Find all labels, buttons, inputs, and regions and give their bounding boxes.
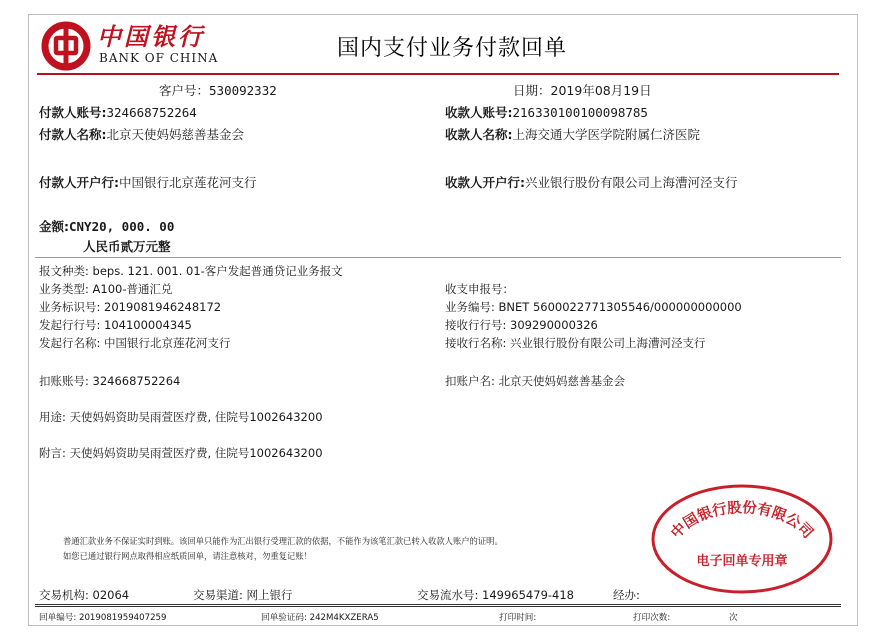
payee-bank-value: 兴业银行股份有限公司上海漕河泾支行 [525,175,738,190]
origin-bank-name: 发起行名称: 中国银行北京莲花河支行 [39,336,231,350]
receipt-report-number: 收支申报号： [445,282,514,296]
print-count-unit: 次 [729,613,738,623]
customer-number [159,81,277,99]
date-value: 2019年08月19日 [550,83,652,98]
print-count: 打印次数: [633,613,671,623]
payee-bank [445,173,738,191]
payee-account-label: 收款人账号: [445,105,513,120]
svg-text:中国银行股份有限公司 [668,498,818,542]
verification-code: 回单验证码: 242M4KXZERA5 [261,613,379,623]
footer-divider-bottom [35,606,841,607]
postscript: 附言: 天使妈妈资助吴雨萱医疗费, 住院号1002643200 [39,446,323,460]
stamp-org-text: 中国银行股份有限公司 [668,500,816,542]
purpose: 用途: 天使妈妈资助吴雨萱医疗费, 住院号1002643200 [39,410,323,424]
payee-name-value: 上海交通大学医学院附属仁济医院 [512,127,701,142]
print-time: 打印时间: [499,613,537,623]
electronic-receipt-seal [649,483,835,599]
origin-bank-number: 发起行行号: 104100004345 [39,318,192,332]
notice-line-1: 普通汇款业务不保证实时到账。该回单只能作为汇出银行受理汇款的依据，不能作为该笔汇款已转入收款人账户的证明。 [63,536,503,546]
transaction-serial: 交易流水号: 149965479-418 [417,588,574,602]
bank-name-cn: 中国银行 [97,22,205,51]
amount-value: CNY20, 000. 00 [69,219,175,234]
handler: 经办: [613,588,640,602]
payee-account [445,103,648,121]
bank-name-en: BANK OF CHINA [99,51,219,65]
payer-bank [39,173,257,191]
receipt-number: 回单编号: 2019081959407259 [39,613,167,623]
payer-name-value: 北京天使妈妈慈善基金会 [106,127,245,142]
amount-label: 金额: [39,219,69,234]
amount [39,217,174,235]
stamp-purpose-text: 电子回单专用章 [696,554,788,569]
payer-bank-value: 中国银行北京莲花河支行 [119,175,257,190]
receiving-bank-number: 接收行行号: 309290000326 [445,318,598,332]
transaction-channel: 交易渠道: 网上银行 [193,588,293,602]
customer-number-value: 530092332 [209,83,277,98]
payee-name-label: 收款人名称: [445,127,513,142]
bank-of-china-logo-icon [41,21,91,75]
detail-divider [35,257,841,258]
business-id: 业务标识号: 2019081946248172 [39,300,222,314]
payee-name [445,125,700,143]
receipt-date [513,81,652,99]
payer-account-label: 付款人账号: [39,105,107,120]
header-divider [37,73,839,75]
payer-bank-label: 付款人开户行: [39,175,119,190]
payer-account-value: 324668752264 [106,105,197,120]
payer-account [39,103,197,121]
payer-name [39,125,244,143]
message-type: 报文种类: beps. 121. 001. 01-客户发起普通贷记业务报文 [39,264,343,278]
amount-in-words: 人民币贰万元整 [83,239,171,254]
payment-receipt [28,14,858,626]
payer-name-label: 付款人名称: [39,127,107,142]
transaction-institution: 交易机构: 02064 [39,588,130,602]
footer-divider-top [35,604,841,605]
date-label: 日期： [513,83,551,98]
customer-number-label: 客户号： [159,83,210,98]
receiving-bank-name: 接收行名称: 兴业银行股份有限公司上海漕河泾支行 [445,336,706,350]
payee-bank-label: 收款人开户行: [445,175,525,190]
business-type: 业务类型: A100-普通汇兑 [39,282,173,296]
debit-account: 扣账账号: 324668752264 [39,374,181,388]
notice-line-2: 如您已通过银行网点取得相应纸质回单，请注意核对，勿重复记账！ [63,551,312,561]
business-number: 业务编号: BNET 5600022771305546/000000000000 [445,300,742,314]
document-title: 国内支付业务付款回单 [337,36,568,61]
payee-account-value: 216330100100098785 [512,105,648,120]
debit-account-name: 扣账户名: 北京天使妈妈慈善基金会 [445,374,626,388]
